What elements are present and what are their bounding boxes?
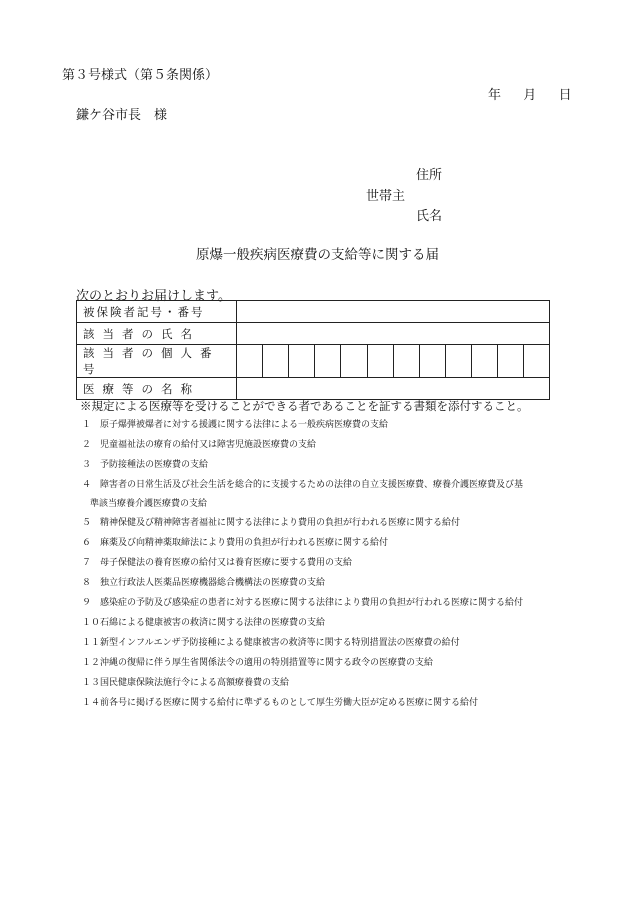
item-text: 麻薬及び向精神薬取締法により費用の負担が行われる医療に関する給付 — [100, 538, 389, 548]
attachment-note: ※規定による医療等を受けることができる者であることを証する書類を添付すること。 — [80, 399, 529, 413]
list-item — [82, 478, 572, 516]
insured-number-field[interactable] — [237, 301, 550, 323]
list-item — [82, 576, 572, 596]
item-text: 原子爆弾被爆者に対する援護に関する法律による一般疾病医療費の支給 — [100, 420, 389, 430]
individual-number-digit[interactable] — [497, 345, 523, 378]
item-number: ９ — [82, 598, 92, 608]
item-number: １４ — [82, 698, 101, 708]
person-name-label: 該当者の氏名 — [77, 323, 237, 345]
list-item — [82, 616, 572, 636]
info-table — [76, 300, 550, 400]
date-year-label: 年 — [488, 88, 502, 103]
item-number: ８ — [82, 578, 92, 588]
list-item — [82, 536, 572, 556]
addressee: 鎌ケ谷市長 様 — [76, 108, 168, 123]
form-number: 第３号様式（第５条関係） — [62, 68, 219, 83]
item-number: ５ — [82, 518, 92, 528]
insured-number-label: 被保険者記号・番号 — [77, 301, 237, 323]
individual-number-digit[interactable] — [237, 345, 263, 378]
list-item — [82, 418, 572, 438]
item-text-line2: 準該当療養介護医療費の支給 — [90, 499, 208, 509]
person-name-field[interactable] — [237, 323, 550, 345]
item-text-line1: 障害者の日常生活及び社会生活を総合的に支援するための法律の自立支援医療費、療養介護医療費及び基 — [100, 480, 524, 490]
item-number: ２ — [82, 440, 92, 450]
medical-care-name-label: 医療等の名称 — [77, 378, 237, 400]
individual-number-digit[interactable] — [341, 345, 367, 378]
individual-number-digit[interactable] — [419, 345, 445, 378]
item-text: 独立行政法人医薬品医療機器総合機構法の医療費の支給 — [100, 578, 326, 588]
list-item — [82, 596, 572, 616]
individual-number-digit[interactable] — [393, 345, 419, 378]
individual-number-label: 該当者の個人番号 — [77, 345, 237, 378]
item-number: １１ — [82, 638, 101, 648]
date-day-label: 日 — [558, 88, 572, 103]
household-head-label: 世帯主 — [366, 189, 406, 204]
item-text: 感染症の予防及び感染症の患者に対する医療に関する法律により費用の負担が行われる医療に関する給付 — [100, 598, 524, 608]
list-item — [82, 656, 572, 676]
table-row — [77, 301, 550, 323]
individual-number-digit[interactable] — [289, 345, 315, 378]
benefit-list — [82, 418, 572, 716]
item-number: ４ — [82, 480, 92, 490]
list-item — [82, 516, 572, 536]
item-number: １ — [82, 420, 92, 430]
individual-number-digit[interactable] — [367, 345, 393, 378]
list-item — [82, 636, 572, 656]
individual-number-digit[interactable] — [315, 345, 341, 378]
date-line — [488, 84, 572, 103]
individual-number-digit[interactable] — [523, 345, 549, 378]
item-number: １０ — [82, 618, 101, 628]
list-item — [82, 696, 572, 716]
list-item — [82, 438, 572, 458]
item-text: 前各号に掲げる医療に関する給付に準ずるものとして厚生労働大臣が定める医療に関する給付 — [100, 698, 479, 708]
list-item — [82, 676, 572, 696]
address-label: 住所 — [416, 168, 443, 183]
item-text: 国民健康保険法施行令による高額療養費の支給 — [100, 678, 290, 688]
item-number: １２ — [82, 658, 101, 668]
intro-text: 次のとおりお届けします。 — [76, 289, 231, 304]
item-text: 精神保健及び精神障害者福祉に関する法律により費用の負担が行われる医療に関する給付 — [100, 518, 461, 528]
item-text: 児童福祉法の療育の給付又は障害児施設医療費の支給 — [100, 440, 317, 450]
item-number: ７ — [82, 558, 92, 568]
name-label: 氏名 — [416, 209, 443, 224]
medical-care-name-field[interactable] — [237, 378, 550, 400]
item-text — [90, 476, 576, 514]
item-number: ６ — [82, 538, 92, 548]
date-month-label: 月 — [523, 88, 537, 103]
item-text: 母子保健法の養育医療の給付又は養育医療に要する費用の支給 — [100, 558, 353, 568]
item-text: 沖縄の復帰に伴う厚生省関係法令の適用の特別措置等に関する政令の医療費の支給 — [100, 658, 434, 668]
document-title: 原爆一般疾病医療費の支給等に関する届 — [196, 247, 439, 263]
individual-number-digit[interactable] — [445, 345, 471, 378]
table-row — [77, 323, 550, 345]
individual-number-digit[interactable] — [263, 345, 289, 378]
table-row — [77, 345, 550, 378]
item-text: 予防接種法の医療費の支給 — [100, 460, 209, 470]
item-number: ３ — [82, 460, 92, 470]
item-text: 石綿による健康被害の救済に関する法律の医療費の支給 — [100, 618, 326, 628]
item-text: 新型インフルエンザ予防接種による健康被害の救済等に関する特別措置法の医療費の給付 — [100, 638, 460, 648]
item-number: １３ — [82, 678, 101, 688]
list-item — [82, 458, 572, 478]
individual-number-digit[interactable] — [471, 345, 497, 378]
table-row — [77, 378, 550, 400]
list-item — [82, 556, 572, 576]
